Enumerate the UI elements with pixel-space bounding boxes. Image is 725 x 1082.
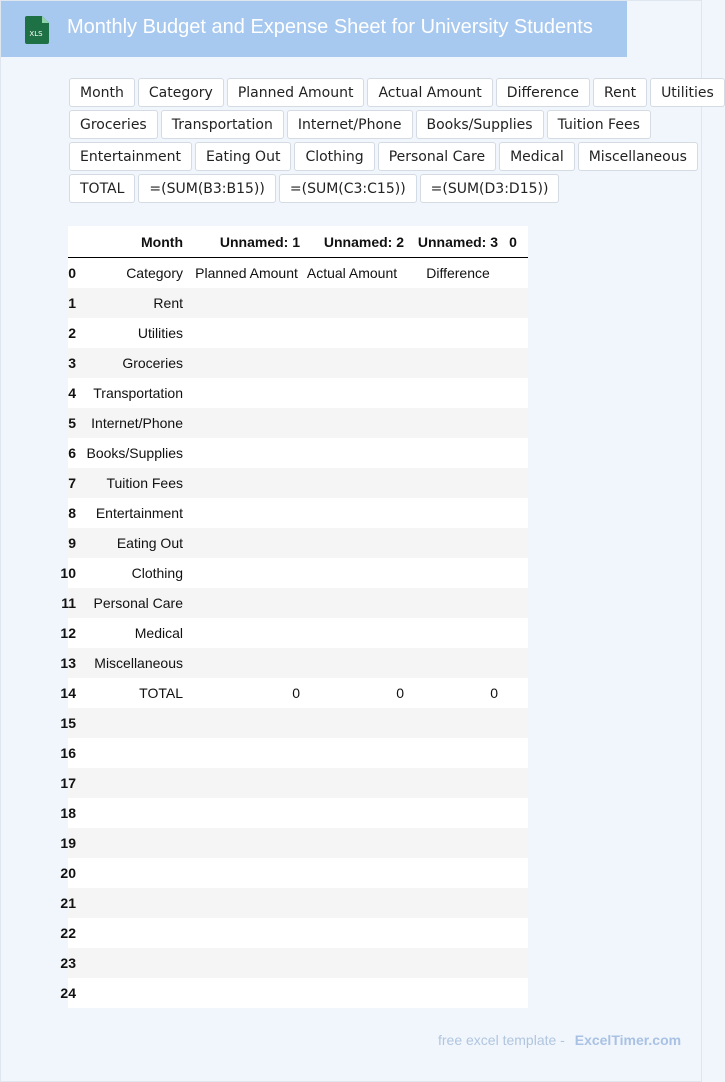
- column-chip[interactable]: Category: [138, 78, 224, 107]
- table-cell: Entertainment: [95, 505, 183, 521]
- column-chip[interactable]: Entertainment: [69, 142, 192, 171]
- table-cell: 0: [490, 685, 498, 701]
- table-row: [60, 888, 528, 918]
- table-row: [60, 918, 528, 948]
- row-index: 12: [60, 625, 76, 641]
- table-cell: Internet/Phone: [91, 415, 183, 431]
- column-chip[interactable]: Books/Supplies: [416, 110, 544, 139]
- row-index: 10: [60, 565, 76, 581]
- column-chip[interactable]: Utilities: [650, 78, 725, 107]
- column-chip[interactable]: Planned Amount: [227, 78, 365, 107]
- table-row: [68, 528, 528, 558]
- column-chip[interactable]: TOTAL: [69, 174, 135, 203]
- column-chip[interactable]: Rent: [593, 78, 647, 107]
- column-chip[interactable]: Tuition Fees: [547, 110, 651, 139]
- column-header: Unnamed: 2: [323, 233, 404, 250]
- row-index: 18: [60, 805, 76, 821]
- page-title: Monthly Budget and Expense Sheet for University Students: [67, 16, 593, 38]
- table-cell: Utilities: [137, 325, 183, 341]
- footer-text: free excel template -: [438, 1032, 565, 1048]
- table-row: [68, 498, 528, 528]
- column-chips: [69, 78, 714, 206]
- table-row: [68, 438, 528, 468]
- row-index: 20: [60, 865, 76, 881]
- table-row: [68, 378, 528, 408]
- table-row: [60, 828, 528, 858]
- column-header: 0: [509, 233, 517, 250]
- chip-row: [69, 142, 701, 171]
- row-index: 23: [60, 955, 76, 971]
- table-row: [60, 618, 528, 648]
- table-row: [60, 978, 528, 1008]
- table-cell: Clothing: [131, 565, 183, 581]
- row-index: 21: [60, 895, 76, 911]
- row-index: 11: [61, 595, 76, 611]
- column-chip[interactable]: Miscellaneous: [578, 142, 698, 171]
- column-header: Unnamed: 3: [417, 233, 498, 250]
- row-index: 16: [60, 745, 76, 761]
- header-bar: [1, 1, 627, 57]
- column-chip[interactable]: Personal Care: [378, 142, 496, 171]
- data-table: [60, 226, 528, 1008]
- table-cell: Category: [126, 265, 183, 281]
- table-row: [60, 768, 528, 798]
- table-cell: 0: [292, 685, 300, 701]
- table-row: [60, 708, 528, 738]
- column-header: Month: [141, 233, 183, 250]
- row-index: 17: [60, 775, 76, 791]
- table-cell: Rent: [153, 295, 183, 311]
- column-chip[interactable]: Clothing: [294, 142, 374, 171]
- table-row: [68, 258, 528, 288]
- table-cell: Planned Amount: [195, 265, 298, 281]
- table-row: [60, 948, 528, 978]
- table-cell: Tuition Fees: [106, 475, 183, 491]
- column-chip[interactable]: Month: [69, 78, 135, 107]
- table-row: [60, 858, 528, 888]
- table-cell: Eating Out: [116, 535, 183, 551]
- row-index: 14: [60, 685, 76, 701]
- column-chip[interactable]: Actual Amount: [367, 78, 492, 107]
- column-chip[interactable]: Difference: [496, 78, 590, 107]
- table-row: [68, 408, 528, 438]
- column-chip[interactable]: =(SUM(B3:B15)): [138, 174, 275, 203]
- xls-icon-label: XLS: [29, 30, 43, 38]
- row-index: 6: [68, 445, 76, 461]
- column-header: Unnamed: 1: [219, 233, 300, 250]
- table-row: [60, 558, 528, 588]
- table-cell: Books/Supplies: [86, 445, 183, 461]
- row-index: 3: [68, 355, 76, 371]
- table-row: [68, 468, 528, 498]
- table-row: [68, 348, 528, 378]
- table-cell: Groceries: [122, 355, 183, 371]
- column-chip[interactable]: =(SUM(D3:D15)): [420, 174, 560, 203]
- table-row: [60, 798, 528, 828]
- table-row: [68, 318, 528, 348]
- footer-brand-link[interactable]: ExcelTimer.com: [574, 1032, 682, 1048]
- column-chip[interactable]: Transportation: [161, 110, 284, 139]
- row-index: 1: [68, 295, 76, 311]
- column-chip[interactable]: =(SUM(C3:C15)): [279, 174, 417, 203]
- table-row: [61, 588, 528, 618]
- table-cell: Difference: [426, 265, 490, 281]
- chip-row: [69, 174, 701, 203]
- row-index: 5: [68, 415, 76, 431]
- chip-row: [69, 110, 701, 139]
- row-index: 2: [68, 325, 76, 341]
- table-cell: Miscellaneous: [94, 655, 183, 671]
- row-index: 15: [60, 715, 76, 731]
- column-chip[interactable]: Eating Out: [195, 142, 291, 171]
- table-cell: Medical: [134, 625, 183, 641]
- row-index: 13: [60, 655, 76, 671]
- table-row: [60, 678, 528, 708]
- row-index: 9: [68, 535, 76, 551]
- table-row: [68, 288, 528, 318]
- table-row: [60, 738, 528, 768]
- xls-file-icon: [23, 15, 51, 45]
- table-row: [60, 648, 528, 678]
- column-chip[interactable]: Groceries: [69, 110, 158, 139]
- table-header-row: [68, 226, 528, 258]
- table-cell: TOTAL: [139, 685, 183, 701]
- row-index: 24: [60, 985, 76, 1001]
- table-cell: Actual Amount: [306, 265, 398, 281]
- footer: [438, 1032, 681, 1048]
- row-index: 7: [68, 475, 76, 491]
- column-chip[interactable]: Internet/Phone: [287, 110, 413, 139]
- chip-row: [69, 78, 714, 107]
- table-cell: 0: [396, 685, 404, 701]
- row-index: 22: [60, 925, 76, 941]
- row-index: 19: [60, 835, 76, 851]
- row-index: 8: [68, 505, 76, 521]
- table-cell: Transportation: [93, 385, 183, 401]
- row-index: 0: [68, 265, 76, 281]
- row-index: 4: [68, 385, 76, 401]
- table-cell: Personal Care: [93, 595, 183, 611]
- column-chip[interactable]: Medical: [499, 142, 575, 171]
